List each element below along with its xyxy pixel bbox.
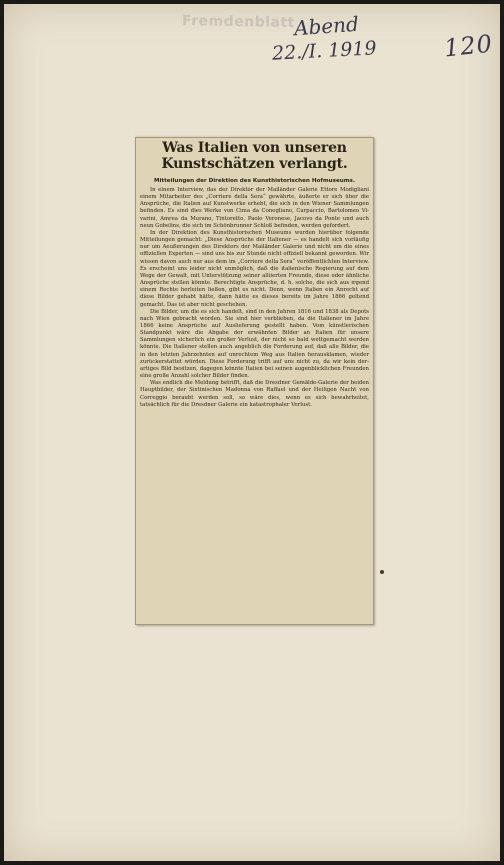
newspaper-clipping [135,137,374,625]
article-subtitle: Mitteilungen der Direktion des Kunsthistorischen Hofmuseums. [153,178,356,184]
article-paragraph: Was endlich die Meldung betrifft, daß die Dresdner Gemälde-Galerie der beiden Hauptbilder, der Sixtinischen Madonna von Raffael und der Heiligen Nacht von Correggio beraubt werden soll, so wäre dies, wenn es sich bewahrheitet, tatsächlich für die Dresdner Galerie ein katastrophaler Verlust. [140,380,369,408]
article-paragraph: In einem Interview, das der Direktor der Mailänder Galerie Ettore Modigliani einem Mitarbeiter des „Corriere della Sera“ gewährte, äußerte er sich über die Ansprüche, die Italien auf Kunstwerke erhebt, die sich in den Wiener Sammlungen befinden. Es sind dies Werke von Cima da Conegliano, Carpaccio, Bartolomeo Vivarini, Amrea da Murano, Tintoretto, Paolo Veronese, Jacovo da Ponte und auch neun Gobelins, die sich im Schönbrunner Schloß befinden, werden gefordert. [140,187,369,229]
handwritten-edition: Abend [293,11,360,41]
handwritten-number: 120 [442,29,495,63]
article-body [136,187,373,409]
newspaper-stamp: Fremdenblatt [181,13,295,31]
handwritten-date: 22./I. 1919 [271,37,378,65]
article-paragraph: Die Bilder, um die es sich handelt, sind in den Jahren 1816 und 1838 als Depots nach Wien gebracht worden. Sie sind hier verblieben, da die Italiener im Jahre 1866 keine Ansprüche auf Auslieferung gestellt haben. Vom künstlerischen Standpunkt wäre die Abgabe der erwähnten Bilder an Italien für unsere Sammlungen sicherlich ein großer Verlust, der nicht so bald wettgemacht werden könnte. Die Italiener stellen auch angeblich die Forderung auf, daß alle Bilder, die in den letzten Jahrzehnten auf unrechtem Weg aus Italien herausklamen, wieder zurückerstattet würden. Diese Forderung trifft auf uns nicht zu, da wir kein derartiges Bild besitzen, dagegen könnte Italien bei seinen augenblicklichen Freunden eine große Anzahl solcher Bilder finden. [140,308,369,380]
article-title: Was Italien von unseren Kunstschätzen verlangt. [161,140,348,172]
article-paragraph: In der Direktion des Kunsthistorischen Museums wurden hierüber folgende Mitteilungen gemacht: „Diese Ansprüche der Italiener — es handelt sich vorläufig nur um Aeußerungen des Direktors der Mailänder Galerie und nicht um die eines offiziellen Experten — sind uns bis zur Stunde nicht offiziell bekannt geworden. Wir wissen davon auch nur aus dem im „Corriere della Sera“ veröffentlichten Interview. Es erscheint uns leider nicht unmöglich, daß die italienische Regierung auf dem Wege der Gewalt, mit Unterstützung seiner alliierten Freunde, diese oder ähnliche Ansprüche stellen könnte. Berechtigte Ansprüche, d. h. solche, die sich aus irgend einem Rechte herleiten ließen, gibt es nicht. Denn, wenn Italien ein Anrecht auf diese Bilder gehabt hätte, dann hätte es dieses bereits im Jahre 1866 geltend gemacht. Das ist aber nicht geschehen. [140,229,369,308]
ink-speck [380,570,384,574]
